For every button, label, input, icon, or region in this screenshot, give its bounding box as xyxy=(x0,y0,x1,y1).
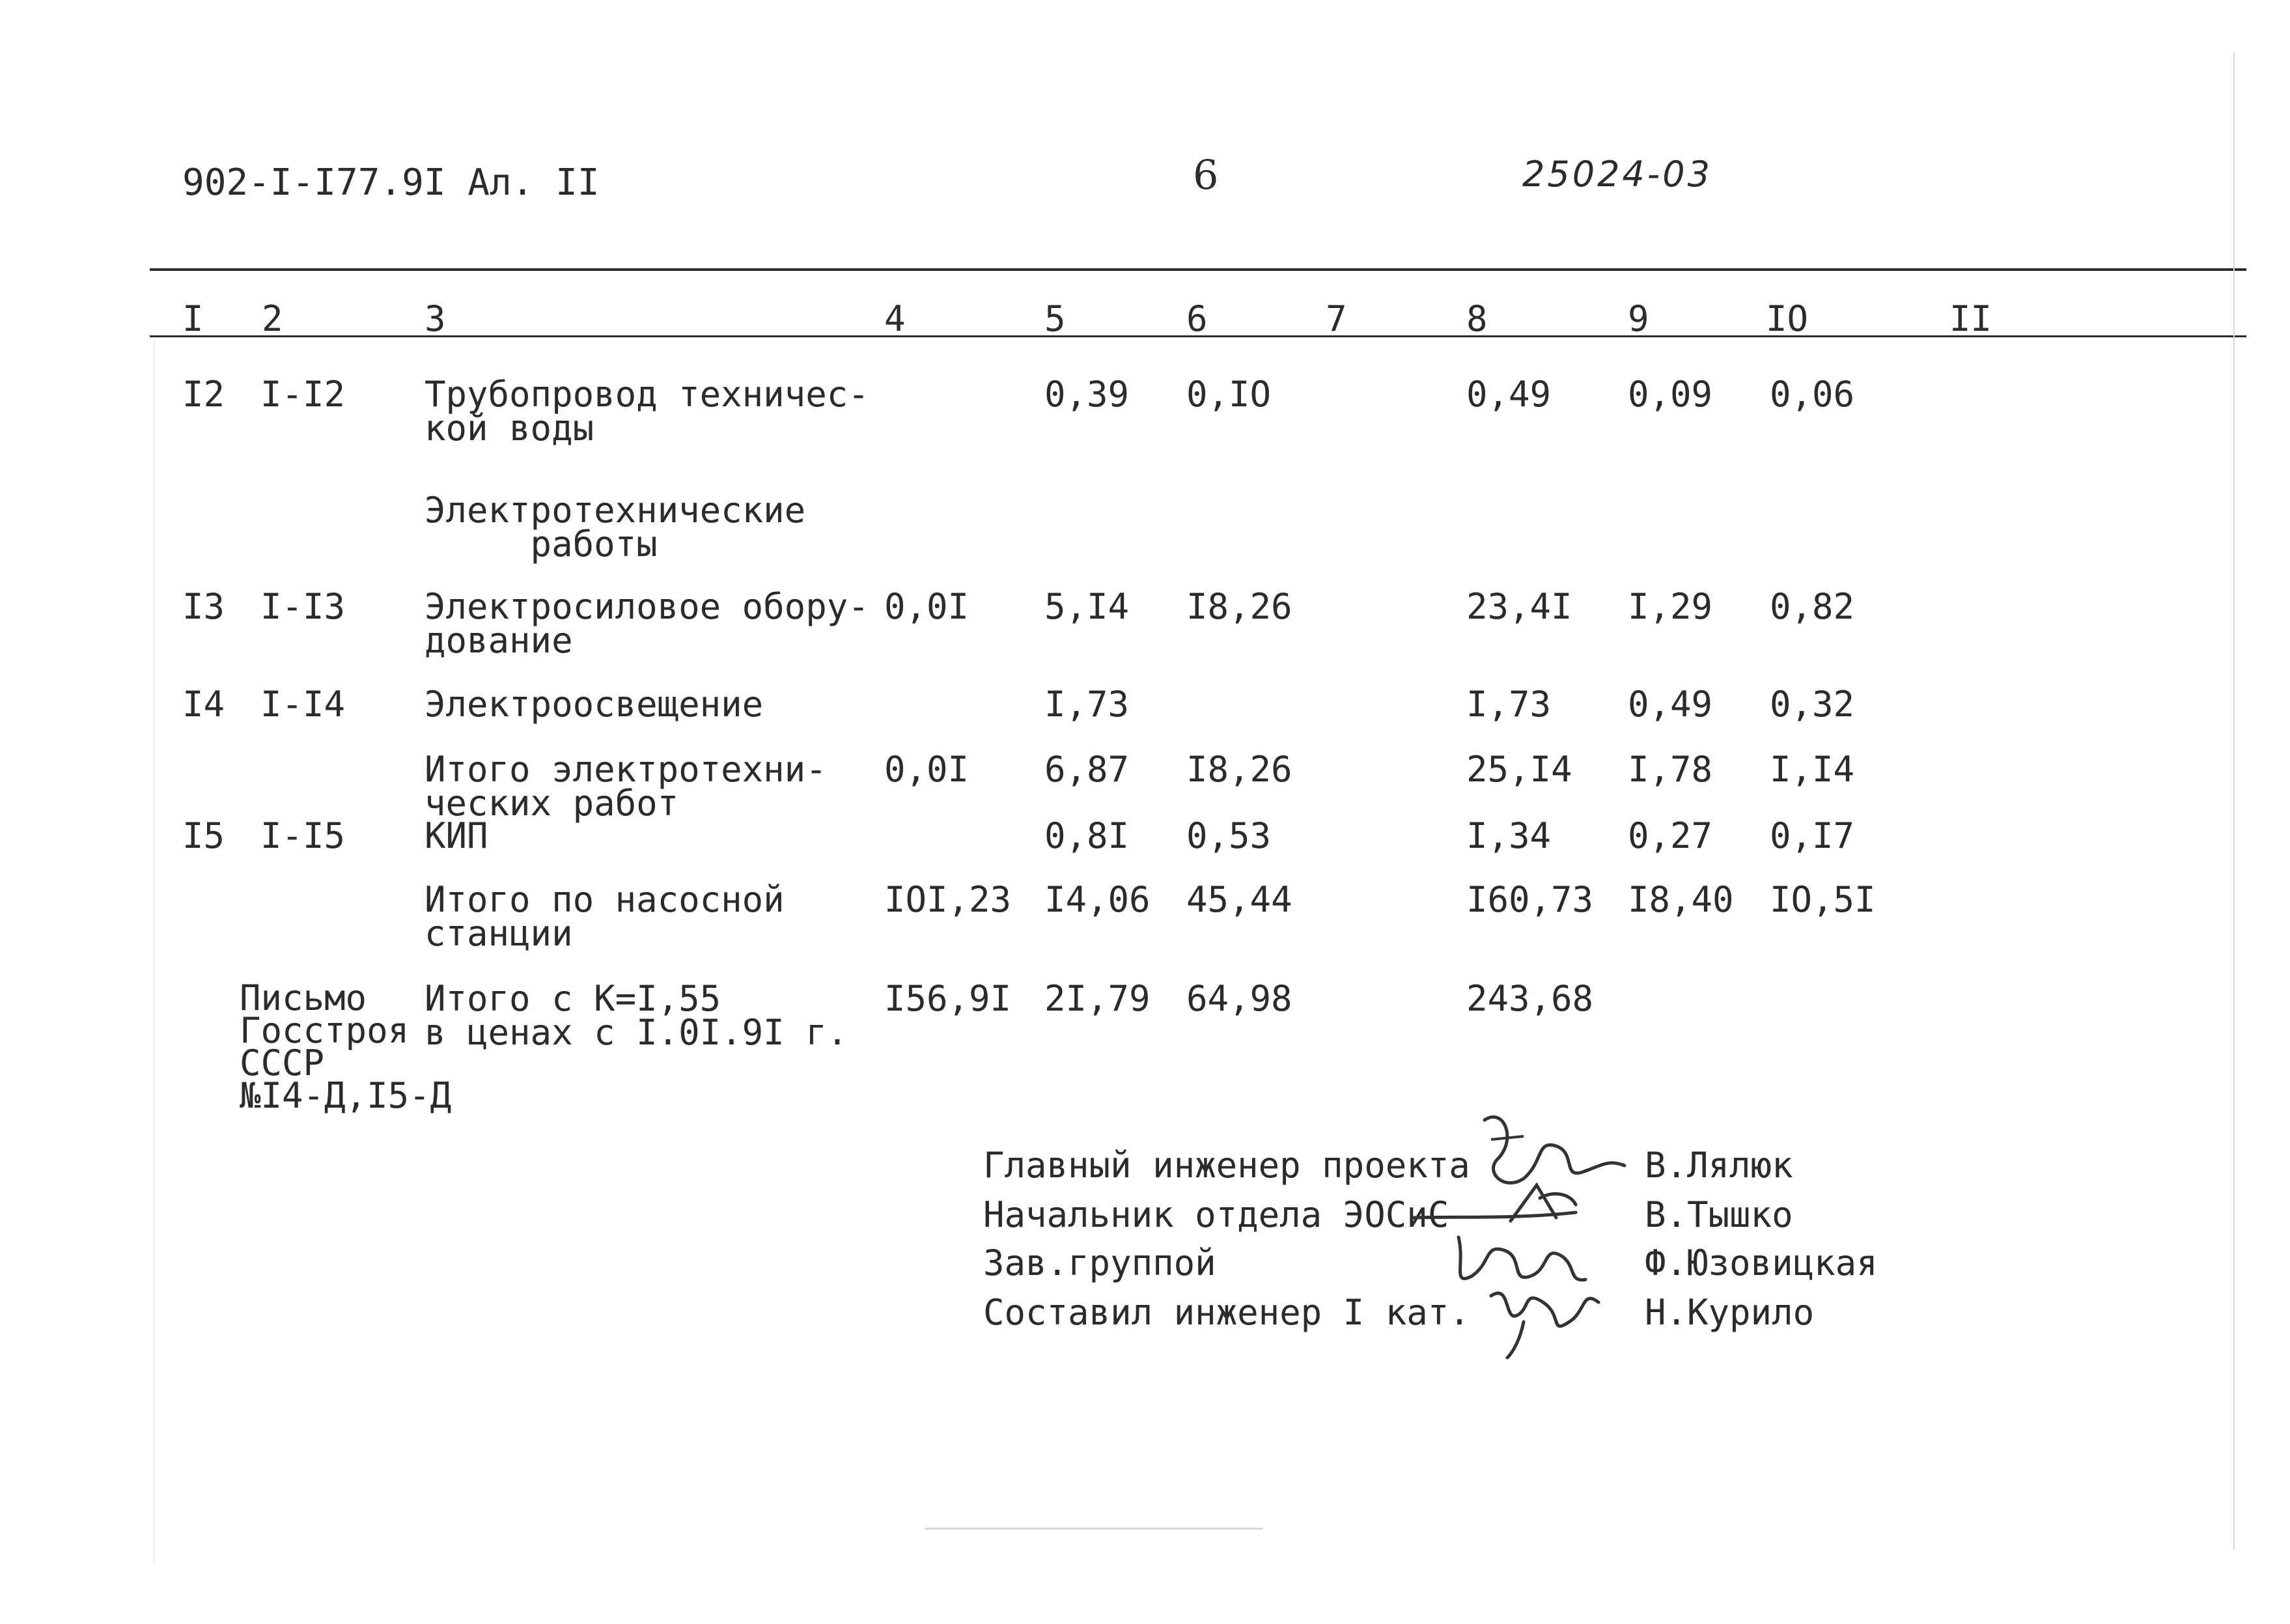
signature-name: В.Тышко xyxy=(1645,1194,1793,1235)
cell-col8: 23,4I xyxy=(1466,586,1572,627)
signature-role: Начальник отдела ЭОСиС xyxy=(983,1194,1449,1235)
cell-col10: IO,5I xyxy=(1770,879,1876,920)
cell-col2: I-I4 xyxy=(260,684,346,725)
cell-col9: 0,27 xyxy=(1628,815,1713,856)
scan-margin-line xyxy=(154,339,155,1563)
cell-col3: Итого электротехни- ческих работ xyxy=(425,749,827,824)
cell-col5: 5,I4 xyxy=(1044,586,1130,627)
section-title: Электротехнические работы xyxy=(425,490,806,565)
col-header-10: IO xyxy=(1766,298,1809,339)
signature-name: Н.Курило xyxy=(1645,1292,1815,1333)
cell-col1: I5 xyxy=(182,815,225,856)
cell-col8: 25,I4 xyxy=(1466,749,1572,790)
cell-col4: IOI,23 xyxy=(884,879,1012,920)
cell-col3: Итого по насосной станции xyxy=(425,879,785,954)
handwritten-signature-4 xyxy=(1478,1276,1608,1361)
cell-col8: I,34 xyxy=(1466,815,1552,856)
cell-col6: 64,98 xyxy=(1186,978,1292,1019)
signature-role: Зав.группой xyxy=(983,1242,1216,1283)
cell-col5: I4,06 xyxy=(1044,879,1151,920)
col-header-11: II xyxy=(1949,298,1992,339)
cell-col9: I8,40 xyxy=(1628,879,1734,920)
cell-col3: Электроосвещение xyxy=(425,684,764,725)
cell-col5: 0,39 xyxy=(1044,374,1130,415)
col-header-9: 9 xyxy=(1628,298,1649,339)
signature-name: В.Лялюк xyxy=(1645,1145,1793,1186)
cell-col9: 0,09 xyxy=(1628,374,1713,415)
signature-name: Ф.Юзовицкая xyxy=(1645,1242,1878,1283)
cell-col5: 2I,79 xyxy=(1044,978,1151,1019)
document-code: 902-I-I77.9I Ал. II xyxy=(182,161,600,204)
col-header-1: I xyxy=(182,298,204,339)
cell-col8: I60,73 xyxy=(1466,879,1594,920)
cell-col6: 45,44 xyxy=(1186,879,1292,920)
cell-col3: КИП xyxy=(425,815,488,856)
table-top-rule xyxy=(150,268,2246,271)
cell-col8: I,73 xyxy=(1466,684,1552,725)
col-header-4: 4 xyxy=(884,298,906,339)
cell-col4: 0,0I xyxy=(884,586,970,627)
cell-col2: I-I2 xyxy=(260,374,346,415)
col-header-8: 8 xyxy=(1466,298,1488,339)
cell-col3: Итого с К=I,55 в ценах с I.0I.9I г. xyxy=(425,978,848,1053)
cell-col3: Электросиловое обору- дование xyxy=(425,586,869,661)
cell-col8: 243,68 xyxy=(1466,978,1594,1019)
page-number: 6 xyxy=(1193,151,1219,199)
col-header-3: 3 xyxy=(425,298,446,339)
signature-role: Главный инженер проекта xyxy=(983,1145,1470,1186)
cell-col9: I,78 xyxy=(1628,749,1713,790)
cell-col10: I,I4 xyxy=(1770,749,1855,790)
cell-col1: I2 xyxy=(182,374,225,415)
cell-col6: 0,IO xyxy=(1186,374,1272,415)
cell-col1: I3 xyxy=(182,586,225,627)
signature-role: Составил инженер I кат. xyxy=(983,1292,1470,1333)
cell-col9: 0,49 xyxy=(1628,684,1713,725)
cell-col6: I8,26 xyxy=(1186,586,1292,627)
col-header-6: 6 xyxy=(1186,298,1208,339)
cell-col5: 0,8I xyxy=(1044,815,1130,856)
cell-col2-note: Письмо Госстроя СССР №I4-Д,I5-Д xyxy=(240,977,452,1116)
cell-col3: Трубопровод техничес- кой воды xyxy=(425,374,869,449)
scan-bottom-line xyxy=(925,1528,1263,1530)
col-header-5: 5 xyxy=(1044,298,1066,339)
cell-col10: 0,I7 xyxy=(1770,815,1855,856)
handwritten-number: 25024-03 xyxy=(1522,154,1712,195)
cell-col4: I56,9I xyxy=(884,978,1012,1019)
cell-col8: 0,49 xyxy=(1466,374,1552,415)
cell-col10: 0,06 xyxy=(1770,374,1855,415)
col-header-2: 2 xyxy=(262,298,283,339)
cell-col5: I,73 xyxy=(1044,684,1130,725)
cell-col5: 6,87 xyxy=(1044,749,1130,790)
handwritten-signature-2 xyxy=(1406,1172,1608,1231)
cell-col10: 0,32 xyxy=(1770,684,1855,725)
col-header-7: 7 xyxy=(1326,298,1347,339)
cell-col2: I-I5 xyxy=(260,815,346,856)
cell-col1: I4 xyxy=(182,684,225,725)
cell-col2: I-I3 xyxy=(260,586,346,627)
cell-col10: 0,82 xyxy=(1770,586,1855,627)
cell-col6: I8,26 xyxy=(1186,749,1292,790)
cell-col4: 0,0I xyxy=(884,749,970,790)
cell-col6: 0,53 xyxy=(1186,815,1272,856)
scan-edge-line xyxy=(2233,52,2235,1550)
cell-col9: I,29 xyxy=(1628,586,1713,627)
